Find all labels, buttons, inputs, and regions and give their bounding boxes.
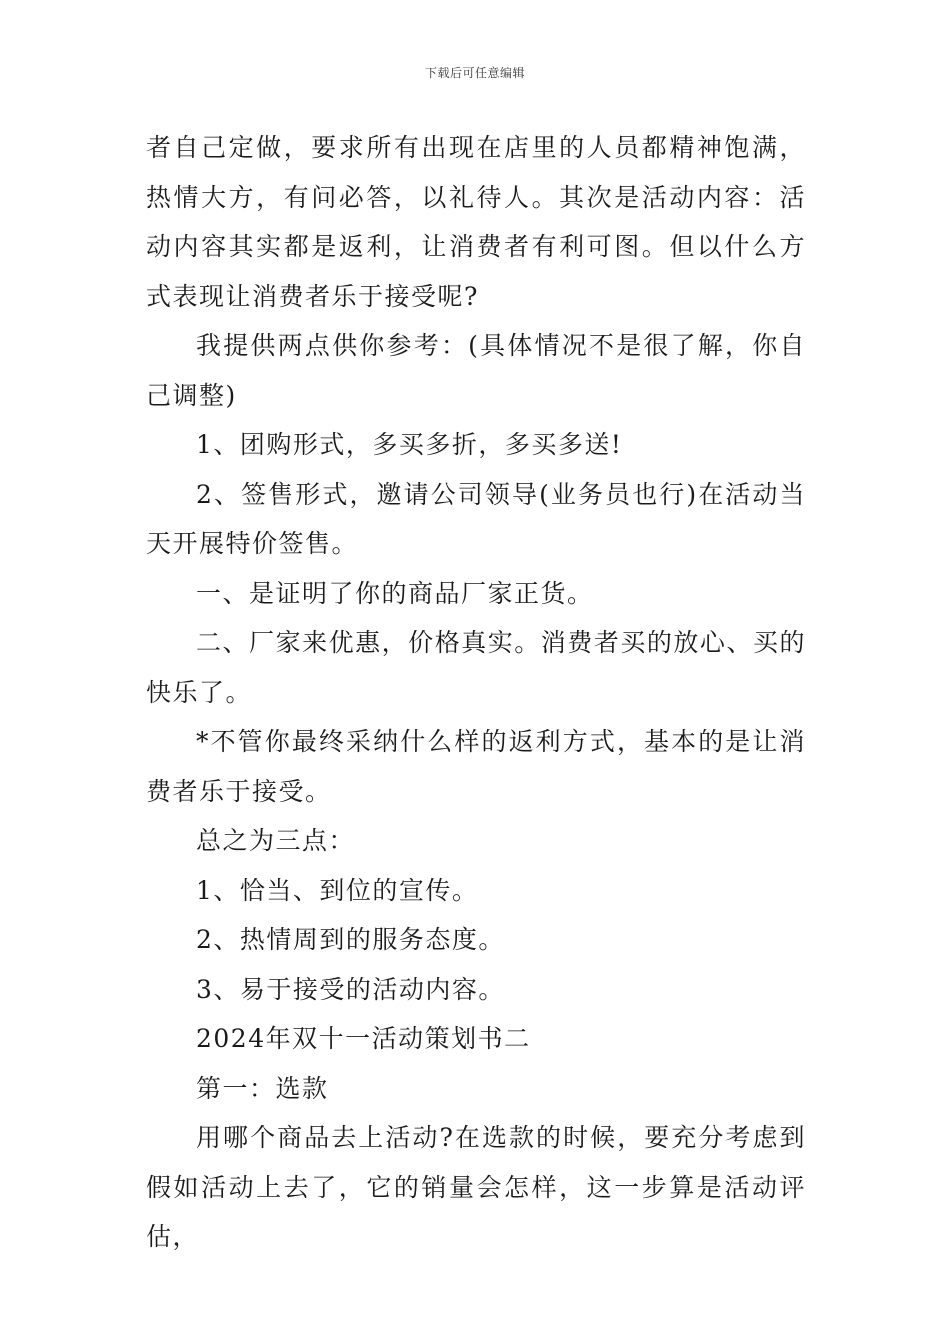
paragraph-10: 2、热情周到的服务态度。 bbox=[196, 925, 505, 954]
paragraph-6: 二、厂家来优惠，价格真实。消费者买的放心、买的快乐了。 bbox=[146, 628, 806, 707]
paragraph-11: 3、易于接受的活动内容。 bbox=[196, 974, 505, 1004]
paragraph-2: 我提供两点供你参考：(具体情况不是很了解，你自己调整) bbox=[146, 331, 806, 410]
subsection-heading: 第一：选款 bbox=[196, 1073, 329, 1103]
paragraph-4: 2、签售形式，邀请公司领导(业务员也行)在活动当天开展特价签售。 bbox=[146, 479, 806, 558]
paragraph-9: 1、恰当、到位的宣传。 bbox=[196, 875, 479, 905]
page-header: 下载后可任意编辑 bbox=[424, 66, 525, 80]
paragraph-7: *不管你最终采纳什么样的返利方式，基本的是让消费者乐于接受。 bbox=[146, 727, 806, 806]
paragraph-3: 1、团购形式，多买多折，多买多送! bbox=[196, 430, 623, 459]
paragraph-8: 总之为三点： bbox=[196, 826, 356, 855]
paragraph-14: 用哪个商品去上活动?在选款的时候，要充分考虑到假如活动上去了，它的销量会怎样，这一步算是活动评估， bbox=[146, 1123, 806, 1251]
paragraph-5: 一、是证明了你的商品厂家正货。 bbox=[196, 578, 594, 608]
document-body bbox=[146, 123, 806, 1262]
paragraph-1: 者自己定做，要求所有出现在店里的人员都精神饱满，热情大方，有问必答，以礼待人。其次是活动内容：活动内容其实都是返利，让消费者有利可图。但以什么方式表现让消费者乐于接受呢? bbox=[146, 133, 806, 311]
section-heading: 2024年双十一活动策划书二 bbox=[196, 1024, 531, 1053]
